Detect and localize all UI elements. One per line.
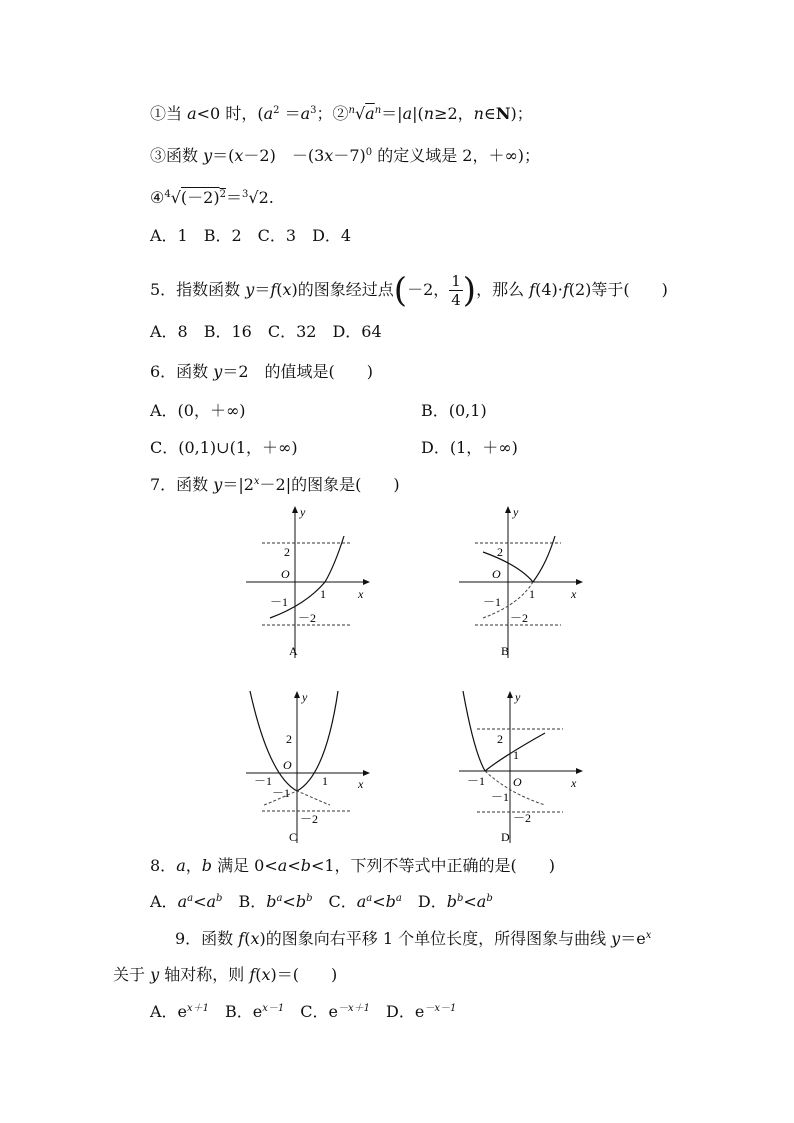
q5-options: A．8 B．16 C．32 D．64 [150,322,382,341]
tick-minus-2: －2 [513,811,532,825]
radical-sign-icon: √ [170,188,181,207]
exponent: x [253,476,260,487]
option-c-expr: $a^a<b^a$ [356,892,402,911]
origin-label: O [492,567,501,581]
text: ①当 [150,104,188,123]
var-n: n [473,104,484,123]
text: )； [510,104,533,123]
text: ＝e [620,929,646,948]
tick-minus-2: －2 [300,812,319,826]
var-x: x [234,146,244,165]
text: C．e [284,1002,339,1021]
x-label: x [358,777,364,791]
graph-a-svg [242,500,377,665]
left-paren-icon: ( [393,270,408,311]
text: ≥2， [434,104,474,123]
var-f: f [562,280,569,299]
exponent: 0 [365,147,373,158]
origin-label: O [513,775,522,789]
text: B． [222,892,267,911]
var-b: b [201,856,212,875]
text: |( [412,104,424,123]
radicand [181,188,226,207]
var-n: n [423,104,435,123]
text: (－2) [180,188,220,207]
text: ④ [150,188,165,207]
option-d-expr: $b^b<a^b$ [446,892,493,911]
var-y: y [213,475,223,494]
x-arrow-icon [576,579,583,585]
fraction [449,272,463,309]
graph-b [455,500,590,665]
exponent: 3 [310,105,317,116]
exponent: －x＋1 [338,1003,371,1014]
curve-left [463,691,485,771]
y-label: y [513,505,519,519]
text: －7) [333,146,366,165]
set-N: N [495,104,511,123]
x-arrow-icon [363,770,370,776]
question-6 [150,362,373,382]
origin-label: O [281,567,290,581]
caption: C [289,830,298,844]
graph-d [455,685,590,850]
text: A． [150,892,178,911]
exponent: －x－1 [424,1003,457,1014]
var-a: a [176,856,186,875]
root-index: 3 [241,189,249,200]
text: ＝ [279,104,301,123]
origin-label: O [283,758,292,772]
text: 5．指数函数 [150,280,246,299]
exponent: n [374,105,382,116]
text: ＝|2 [222,475,254,494]
text: A．e [150,1002,188,1021]
q6-option-a: A．(0，＋∞) [150,401,246,420]
text: ＝ [225,188,242,207]
tick-minus-1-y: －1 [272,786,291,800]
text: ( [255,965,262,984]
q8-options [150,892,493,912]
text: <1，下列不等式中正确的是( ) [310,856,556,875]
text: ＝2 的值域是( ) [222,362,373,381]
tick-1: 1 [320,587,326,601]
x-label: x [571,776,577,790]
text: )＝( ) [270,965,338,984]
y-label: y [515,690,521,704]
tick-minus-1-y: －1 [491,790,510,804]
text: －2|的图象是( ) [259,475,400,494]
exponent: 2 [273,105,280,116]
var-x: x [250,929,260,948]
question-8 [150,856,555,876]
question-5 [150,272,668,309]
text: C． [312,892,357,911]
denominator: 4 [451,291,461,309]
caption: A [289,644,298,658]
option-a-expr: $a^a<a^b$ [177,892,223,911]
y-label: y [302,690,308,704]
y-label: y [300,505,306,519]
q9-options [150,1002,456,1022]
text: －2， [407,280,450,299]
var-f: f [270,280,277,299]
y-arrow-icon [505,506,511,513]
text: ( [244,929,251,948]
text: 7．函数 [150,475,214,494]
radicand: a [365,104,375,123]
text: 6．函数 [150,362,214,381]
graph-c-svg [242,685,377,850]
var-a: a [187,104,197,123]
q6-option-b: B．(0,1) [421,401,487,420]
graph-c [242,685,377,850]
radical-sign-icon: √ [354,104,366,123]
var-x: x [261,965,271,984]
text: ∈ [483,104,496,123]
var-y: y [213,362,223,381]
text: 2. [258,188,274,207]
text: ＝| [381,104,403,123]
exponent: 2 [219,189,226,200]
graph-d-svg [455,685,590,850]
y-arrow-icon [292,506,298,513]
tick-2: 2 [286,732,292,746]
text: 的定义域是 2，＋∞)； [372,146,541,165]
question-9-cont [113,965,337,985]
exponent: x＋1 [187,1003,210,1014]
q6-option-c: C．(0,1)∪(1，＋∞) [150,438,298,457]
text: )的图象向右平移 1 个单位长度，所得图象与曲线 [259,929,612,948]
text: ＝( [212,146,235,165]
text: ＝ [254,280,271,299]
text: 轴对称，则 [159,965,250,984]
var-a: a [402,104,413,123]
option-b-expr: $b^a<b^b$ [266,892,313,911]
text: 9．函数 [175,929,239,948]
x-label: x [571,587,577,601]
graph-a [242,500,377,665]
caption: D [501,830,510,844]
text: ， [185,856,202,875]
tick-2: 2 [497,732,503,746]
var-a: a [277,856,288,875]
text: B．e [209,1002,263,1021]
tick-minus-1-x: －1 [467,774,486,788]
statement-4 [150,188,274,208]
tick-2: 2 [284,545,290,559]
text: <0 时，( [196,104,264,123]
text: ；② [316,104,349,123]
text: －2) －(3 [243,146,325,165]
root-index: 4 [164,189,171,200]
tick-1: 1 [322,774,328,788]
tick-minus-2: －2 [298,611,317,625]
tick-1: 1 [529,587,535,601]
text: 满足 0< [212,856,278,875]
text: ，那么 [476,280,530,299]
text: (2)等于( ) [568,280,668,299]
text: ( [276,280,283,299]
var-a: a [263,104,274,123]
var-a: a [300,104,311,123]
statement-1-2 [150,104,533,124]
text: )的图象经过点 [291,280,394,299]
var-b: b [300,856,311,875]
tick-minus-1: －1 [483,595,502,609]
var-f: f [238,929,245,948]
right-paren-icon: ) [462,270,477,311]
var-x: x [282,280,292,299]
radical-sign-icon: √ [248,188,259,207]
tick-minus-1-x: －1 [254,774,273,788]
text: (4)· [535,280,563,299]
x-label: x [358,587,364,601]
statement-3 [150,146,540,166]
var-y: y [245,280,255,299]
text: < [287,856,301,875]
root-index: n [348,105,355,116]
x-arrow-icon [576,768,583,774]
question-9 [175,929,651,949]
var-y: y [150,965,160,984]
question-7 [150,475,400,495]
tick-minus-1: －1 [270,595,289,609]
numerator: 1 [451,272,461,290]
var-f: f [529,280,536,299]
tick-2: 2 [497,545,503,559]
q6-option-d: D．(1，＋∞) [421,438,518,457]
caption: B [501,644,510,658]
var-y: y [611,929,621,948]
tick-1: 1 [513,748,519,762]
exponent: x [645,930,652,941]
var-f: f [249,965,256,984]
var-x: x [324,146,334,165]
y-arrow-icon [294,691,300,698]
text: D． [401,892,447,911]
y-arrow-icon [507,691,513,698]
text: 8． [150,856,177,875]
text: 关于 [113,965,151,984]
var-y: y [203,146,213,165]
text: D．e [370,1002,425,1021]
exponent: x－1 [262,1003,285,1014]
text: ③函数 [150,146,204,165]
tick-minus-2: －2 [510,611,529,625]
x-arrow-icon [363,579,370,585]
q4-options: A．1 B．2 C．3 D．4 [150,226,352,245]
graph-b-svg [455,500,590,665]
